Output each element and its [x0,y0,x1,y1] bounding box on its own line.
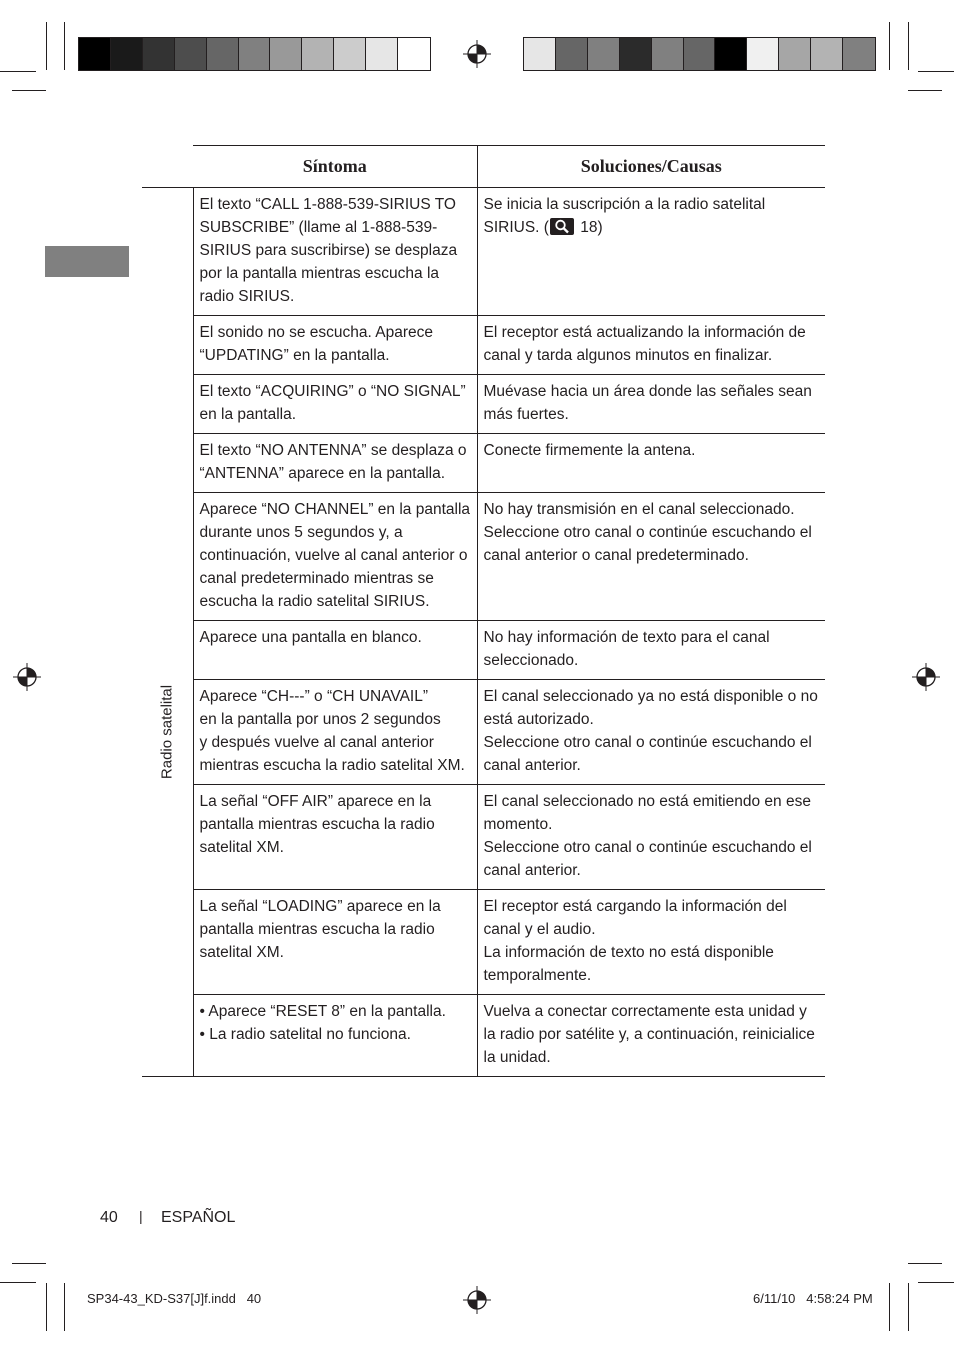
color-swatch [239,38,271,70]
symptom-line: y después vuelve al canal anterior [199,734,434,751]
color-swatch [620,38,652,70]
grayscale-color-bar-right [523,37,876,71]
solution-cell [477,890,825,995]
color-swatch [779,38,811,70]
symptom-cell: El texto “ACQUIRING” o “NO SIGNAL” en la pantalla. [193,375,477,434]
solution-cell: Muévase hacia un área donde las señales sean más fuertes. [477,375,825,434]
solution-line: La información de texto no está disponible temporalmente. [483,944,774,984]
troubleshooting-table [142,145,825,1077]
table-row [142,316,825,375]
magnifier-reference-icon [550,218,574,235]
header-symptom: Síntoma [193,146,477,188]
symptom-cell: La señal “OFF AIR” aparece en la pantalla mientras escucha la radio satelital XM. [193,785,477,890]
solution-cell: El receptor está actualizando la información de canal y tarda algunos minutos en finalizar. [477,316,825,375]
symptom-cell: El texto “NO ANTENNA” se desplaza o “ANTENNA” aparece en la pantalla. [193,434,477,493]
color-swatch [715,38,747,70]
color-swatch [556,38,588,70]
reference-page: 18) [575,219,603,236]
symptom-line: Aparece “CH---” o “CH UNAVAIL” [199,688,429,705]
table-header-row [142,146,825,188]
table-row [142,188,825,316]
symptom-cell: El texto “CALL 1-888-539-SIRIUS TO SUBSCRIBE” (llame al 1-888-539-SIRIUS para suscribirse) se desplaza por la pantalla mientras escucha la radio SIRIUS. [193,188,477,316]
solution-cell [477,680,825,785]
header-solution: Soluciones/Causas [477,146,825,188]
color-swatch [366,38,398,70]
color-swatch [175,38,207,70]
symptom-line: mientras escucha la radio satelital XM. [199,757,465,774]
crop-mark [908,1283,909,1331]
symptom-cell [193,680,477,785]
footer-language: ESPAÑOL [161,1209,236,1226]
grayscale-color-bar-left [78,37,431,71]
color-swatch [111,38,143,70]
crop-mark [64,1283,65,1331]
table-row [142,493,825,621]
footer-separator: | [139,1208,143,1224]
registration-mark-icon [463,1286,491,1314]
solution-line: Seleccione otro canal o continúe escuchando el canal anterior. [483,839,812,879]
color-swatch [684,38,716,70]
registration-mark-icon [463,40,491,68]
symptom-cell: Aparece una pantalla en blanco. [193,621,477,680]
symptom-cell: La señal “LOADING” aparece en la pantalla mientras escucha la radio satelital XM. [193,890,477,995]
solution-cell: No hay información de texto para el canal seleccionado. [477,621,825,680]
symptom-line: en la pantalla por unos 2 segundos [199,711,441,728]
symptom-cell [193,995,477,1077]
crop-mark [908,22,909,70]
crop-mark [918,1282,954,1283]
symptom-bullet: • La radio satelital no funciona. [199,1026,411,1043]
color-swatch [270,38,302,70]
color-swatch [843,38,875,70]
solution-cell: Vuelva a conectar correctamente esta unidad y la radio por satélite y, a continuación, reinicialice la unidad. [477,995,825,1077]
table-row [142,995,825,1077]
color-swatch [524,38,556,70]
color-swatch [747,38,779,70]
table-row [142,621,825,680]
crop-mark [12,90,46,91]
symptom-cell: Aparece “NO CHANNEL” en la pantalla durante unos 5 segundos y, a continuación, vuelve al canal anterior o canal predeterminado mientras se escucha la radio satelital SIRIUS. [193,493,477,621]
crop-mark [64,22,65,70]
category-cell [142,188,193,1077]
registration-mark-icon [13,663,41,691]
table-row [142,785,825,890]
header-spacer [142,146,193,188]
table-row [142,680,825,785]
solution-cell: Conecte firmemente la antena. [477,434,825,493]
crop-mark [46,1283,47,1331]
crop-mark [889,1283,890,1331]
crop-mark [918,71,954,72]
solution-line: Seleccione otro canal o continúe escuchando el canal anterior. [483,734,812,774]
crop-mark [908,90,942,91]
solution-line: El canal seleccionado no está emitiendo en ese momento. [483,793,811,833]
solution-cell: No hay transmisión en el canal seleccionado. Seleccione otro canal o continúe escuchando el canal anterior o canal predeterminado. [477,493,825,621]
symptom-cell: El sonido no se escucha. Aparece “UPDATING” en la pantalla. [193,316,477,375]
slug-date: 6/11/10 4:58:24 PM [753,1291,873,1306]
color-swatch [79,38,111,70]
category-label: Radio satelital [158,684,176,780]
crop-mark [0,71,36,72]
color-swatch [398,38,430,70]
symptom-bullet: • Aparece “RESET 8” en la pantalla. [199,1003,446,1020]
color-swatch [143,38,175,70]
crop-mark [12,1263,46,1264]
solution-text: Se inicia la suscripción a la radio satelital SIRIUS. ( [483,196,766,236]
solution-cell [477,785,825,890]
slug-filename: SP34-43_KD-S37[J]f.indd 40 [87,1291,262,1306]
color-swatch [811,38,843,70]
crop-mark [0,1282,36,1283]
crop-mark [889,22,890,70]
solution-line: El receptor está cargando la información del canal y el audio. [483,898,787,938]
table-row [142,375,825,434]
crop-mark [46,22,47,70]
solution-cell [477,188,825,316]
solution-line: El canal seleccionado ya no está disponible o no está autorizado. [483,688,818,728]
page-number: 40 [100,1209,118,1226]
color-swatch [652,38,684,70]
registration-mark-icon [912,663,940,691]
color-swatch [302,38,334,70]
color-swatch [334,38,366,70]
table-row [142,434,825,493]
crop-mark [908,1263,942,1264]
color-swatch [588,38,620,70]
section-tab [45,246,129,277]
color-swatch [207,38,239,70]
table-row [142,890,825,995]
